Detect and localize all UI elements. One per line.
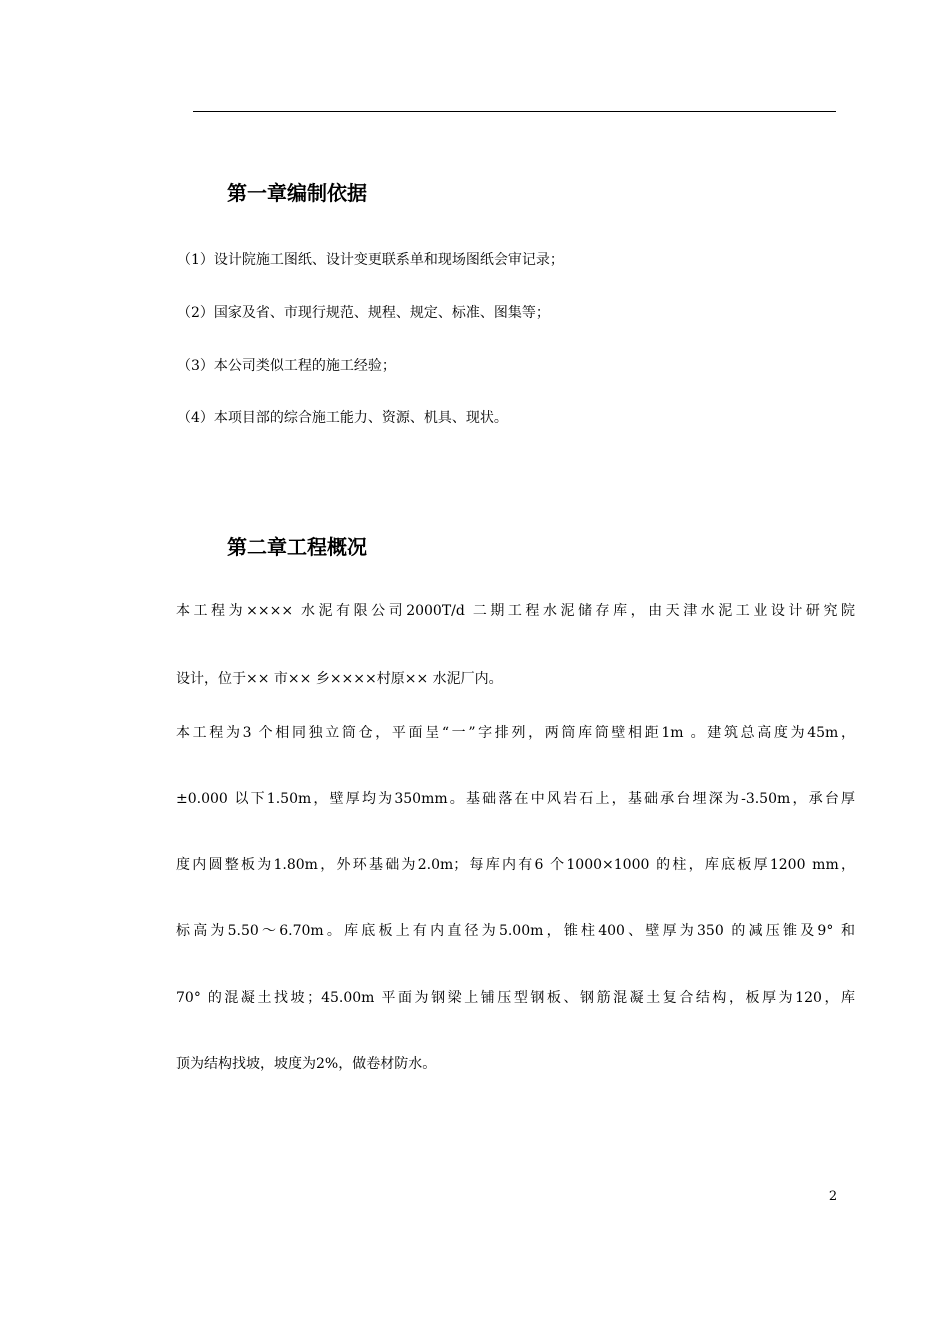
basis-item-2: （2）国家及省、市现行规范、规程、规定、标准、图集等； [177, 305, 550, 321]
basis-item-4: （4）本项目部的综合施工能力、资源、机具、现状。 [177, 410, 508, 426]
basis-item-3: （3）本公司类似工程的施工经验； [177, 358, 396, 374]
overview-p2-line-3: 度内圆整板为1.80m，外环基础为2.0m；每库内有6 个1000×1000 的柱，库底板厚1200 mm， [176, 857, 855, 873]
header-rule [193, 111, 836, 112]
overview-p1-line-2: 设计，位于×× 市×× 乡××××村原×× 水泥厂内。 [176, 671, 503, 687]
basis-item-1: （1）设计院施工图纸、设计变更联系单和现场图纸会审记录； [177, 252, 564, 268]
chapter-1-heading: 第一章编制依据 [227, 181, 367, 205]
overview-p2-line-2: ±0.000 以下1.50m，壁厚均为350mm。基础落在中风岩石上，基础承台埋深为-3.50m，承台厚 [176, 791, 855, 807]
overview-p2-line-5: 70° 的混凝土找坡；45.00m 平面为钢梁上铺压型钢板、钢筋混凝土复合结构，板厚为120，库 [176, 990, 855, 1006]
overview-p2-line-1: 本工程为3 个相同独立筒仓，平面呈“一”字排列，两筒库筒壁相距1m 。建筑总高度为45m， [176, 725, 855, 741]
page-number: 2 [828, 1189, 838, 1204]
overview-p1-line-1: 本工程为×××× 水泥有限公司2000T/d 二期工程水泥储存库，由天津水泥工业设计研究院 [176, 603, 855, 619]
overview-p2-line-6: 顶为结构找坡，坡度为2%，做卷材防水。 [176, 1056, 437, 1072]
overview-p2-line-4: 标高为5.50～6.70m。库底板上有内直径为5.00m，锥柱400、壁厚为350 的减压锥及9° 和 [176, 923, 855, 939]
chapter-2-heading: 第二章工程概况 [227, 535, 367, 559]
